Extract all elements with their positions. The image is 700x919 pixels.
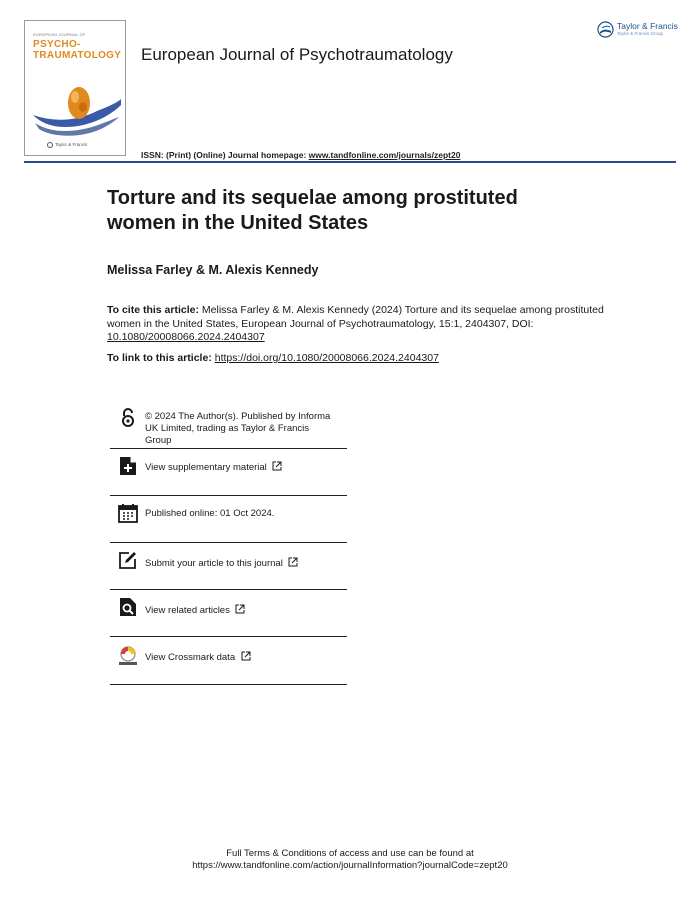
related-articles-link[interactable]: View related articles (145, 605, 230, 616)
citation-text: Melissa Farley & M. Alexis Kennedy (2024) Torture and its sequelae among prostituted women in the United States, European Journal of Psychotraumatology, 15:1, 2404307, DOI: (107, 304, 604, 330)
cover-publisher-text: Taylor & Francis (55, 142, 88, 147)
footer (0, 848, 700, 872)
cover-publisher-icon (47, 142, 53, 148)
publisher-logo-name: Taylor & Francis (617, 21, 678, 31)
article-title (107, 186, 577, 236)
copyright-line1: © 2024 The Author(s). Published by Informa (145, 411, 331, 422)
open-access-icon (117, 407, 139, 429)
article-doi-url-link[interactable]: https://doi.org/10.1080/20008066.2024.2404307 (214, 352, 439, 364)
published-online-item (110, 496, 347, 543)
citation-doi-link[interactable]: 10.1080/20008066.2024.2404307 (107, 331, 265, 343)
related-articles-item[interactable] (110, 590, 347, 637)
edit-icon (117, 549, 139, 571)
external-link-icon (272, 461, 282, 471)
external-link-icon (288, 557, 298, 567)
issn-label: ISSN: (Print) (Online) Journal homepage: (141, 150, 309, 160)
publisher-logo-subtitle: Taylor & Francis Group (617, 31, 664, 36)
citation-block (107, 304, 607, 345)
supplementary-material-link[interactable]: View supplementary material (145, 462, 267, 473)
crossmark-item[interactable] (110, 637, 347, 685)
external-link-icon (235, 604, 245, 614)
article-title-line2: women in the United States (107, 212, 369, 234)
crossmark-icon (117, 645, 139, 667)
published-online-text: Published online: 01 Oct 2024. (145, 508, 275, 519)
submit-article-item[interactable] (110, 543, 347, 590)
copyright-line2: UK Limited, trading as Taylor & Francis (145, 423, 310, 434)
publisher-logo-icon (597, 21, 614, 38)
journal-cover (24, 20, 126, 156)
info-divider (110, 684, 347, 685)
open-access-item (110, 405, 347, 449)
submit-article-link[interactable]: Submit your article to this journal (145, 558, 283, 569)
cover-hands-illustration (31, 77, 123, 139)
calendar-icon (117, 502, 139, 524)
copyright-line3: Group (145, 435, 172, 446)
article-link-line (107, 352, 439, 364)
article-title-line1: Torture and its sequelae among prostituted (107, 187, 518, 209)
publisher-logo[interactable] (597, 19, 687, 43)
supplementary-material-item[interactable] (110, 449, 347, 496)
supplementary-icon (117, 455, 139, 477)
cover-title-line1: PSYCHO- (33, 39, 81, 50)
crossmark-link[interactable]: View Crossmark data (145, 652, 236, 663)
citation-label: To cite this article: (107, 304, 199, 316)
issn-line (141, 150, 460, 160)
footer-terms-text: Full Terms & Conditions of access and use can be found at (226, 848, 474, 859)
header-rule (24, 161, 676, 163)
cover-top-text: EUROPEAN JOURNAL OF (33, 32, 86, 37)
search-document-icon (117, 596, 139, 618)
journal-title[interactable]: European Journal of Psychotraumatology (141, 45, 453, 64)
link-label: To link to this article: (107, 352, 215, 364)
external-link-icon (241, 651, 251, 661)
article-authors: Melissa Farley & M. Alexis Kennedy (107, 263, 319, 277)
footer-terms-url[interactable]: https://www.tandfonline.com/action/journalInformation?journalCode=zept20 (192, 860, 508, 871)
cover-title-line2: TRAUMATOLOGY (33, 50, 122, 61)
journal-homepage-link[interactable]: www.tandfonline.com/journals/zept20 (308, 150, 461, 160)
